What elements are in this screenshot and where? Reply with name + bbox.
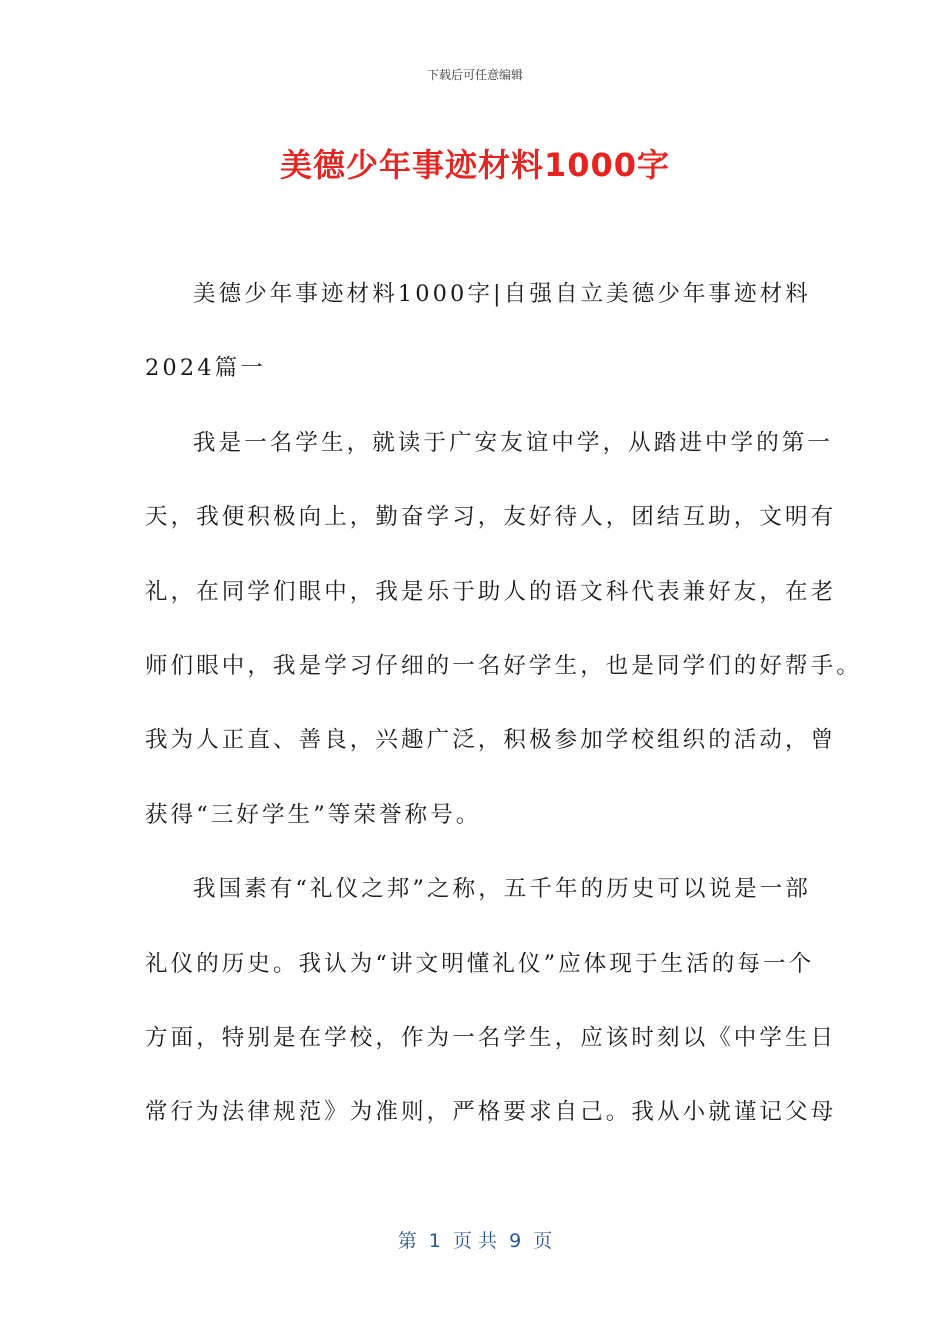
body-line: 我为人正直、善良，兴趣广泛，积极参加学校组织的活动，曾 — [145, 727, 837, 754]
body-line: 常行为法律规范》为准则，严格要求自己。我从小就谨记父母 — [145, 1099, 837, 1126]
body-line: 师们眼中，我是学习仔细的一名好学生，也是同学们的好帮手。 — [145, 652, 862, 679]
body-line: 礼仪的历史。我认为“讲文明懂礼仪”应体现于生活的每一个 — [145, 950, 815, 977]
body-line: 2024篇一 — [145, 355, 266, 382]
document-title: 美德少年事迹材料1000字 — [279, 146, 671, 184]
body-line: 方面，特别是在学校，作为一名学生，应该时刻以《中学生日 — [145, 1024, 837, 1051]
body-line: 天，我便积极向上，勤奋学习，友好待人，团结互助，文明有 — [145, 504, 837, 531]
body-line: 我国素有“礼仪之邦”之称，五千年的历史可以说是一部 — [193, 876, 812, 903]
body-line: 获得“三好学生”等荣誉称号。 — [145, 801, 482, 828]
document-body — [145, 262, 862, 1155]
body-line: 礼，在同学们眼中，我是乐于助人的语文科代表兼好友，在老 — [145, 578, 837, 605]
body-line: 美德少年事迹材料1000字|自强自立美德少年事迹材料 — [193, 281, 811, 307]
body-line: 我是一名学生，就读于广安友谊中学，从踏进中学的第一 — [193, 429, 834, 456]
header-note: 下载后可任意编辑 — [426, 68, 523, 82]
page-number-footer: 第 1 页 共 9 页 — [397, 1230, 553, 1252]
